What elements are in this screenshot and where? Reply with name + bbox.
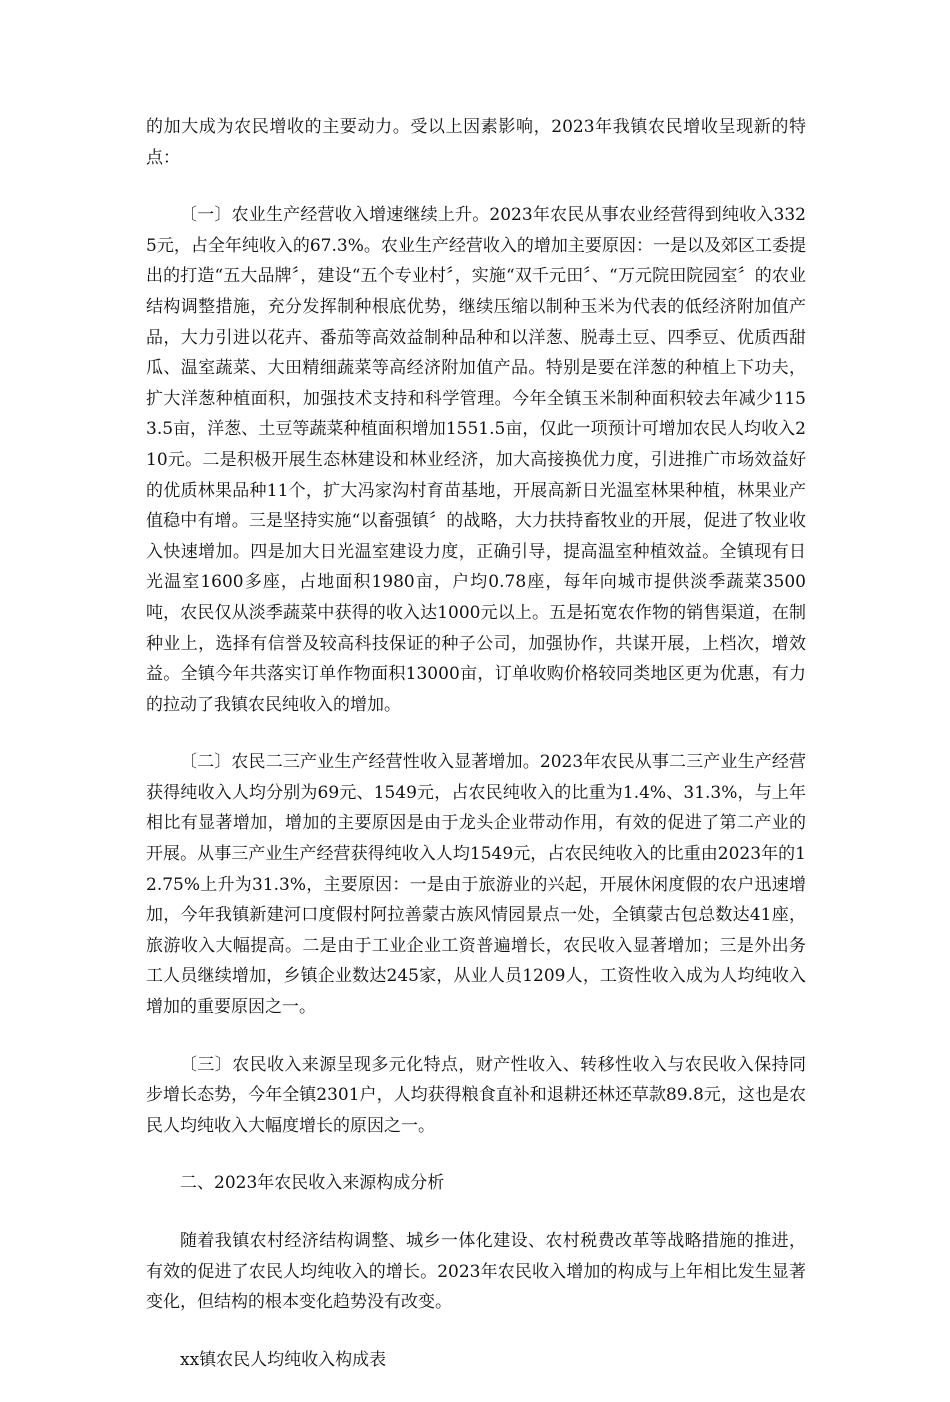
section-heading: 二、2023年农民收入来源构成分析 — [180, 1173, 445, 1194]
table-caption: xx镇农民人均纯收入构成表 — [180, 1349, 387, 1370]
paragraph-analysis: 随着我镇农村经济结构调整、城乡一体化建设、农村税费改革等战略措施的推进，有效的促进了农民人均纯收入的增长。2023年农民收入增加的构成与上年相比发生显著变化，但结构的根本变化趋势没有改变。 — [146, 1231, 806, 1313]
paragraph-section-1: 〔一〕农业生产经营收入增速继续上升。2023年农民从事农业经营得到纯收入3325元，占全年纯收入的67.3%。农业生产经营收入的增加主要原因：一是以及郊区工委提出的打造“五大品牌〞，建设“五个专业村〞，实施“双千元田〞、“万元院田院园室〞的农业结构调整措施，充分发挥制种根底优势，继续压缩以制种玉米为代表的低经济附加值产品，大力引进以花卉、番茄等高效益制种品种和以洋葱、脱毒土豆、四季豆、优质西甜瓜、温室蔬菜、大田精细蔬菜等高经济附加值产品。特别是要在洋葱的种植上下功夫，扩大洋葱种植面积，加强技术支持和科学管理。今年全镇玉米制种面积较去年减少1153.5亩，洋葱、土豆等蔬菜种植面积增加1551.5亩，仅此一项预计可增加农民人均收入210元。二是积极开展生态林建设和林业经济，加大高接换优力度，引进推广市场效益好的优质林果品种11个，扩大冯家沟村育苗基地，开展高新日光温室林果种植，林果业产值稳中有增。三是坚持实施“以畜强镇〞的战略，大力扶持畜牧业的开展，促进了牧业收入快速增加。四是加大日光温室建设力度，正确引导，提高温室种植效益。全镇现有日光温室1600多座，占地面积1980亩，户均0.78座，每年向城市提供淡季蔬菜3500吨，农民仅从淡季蔬菜中获得的收入达1000元以上。五是拓宽农作物的销售渠道，在制种业上，选择有信誉及较高科技保证的种子公司，加强协作，共谋开展，上档次，增效益。全镇今年共落实订单作物面积13000亩，订单收购价格较同类地区更为优惠，有力的拉动了我镇农民纯收入的增加。 — [146, 205, 806, 715]
paragraph-intro: 的加大成为农民增收的主要动力。受以上因素影响，2023年我镇农民增收呈现新的特点： — [146, 117, 806, 168]
paragraph-section-2: 〔二〕农民二三产业生产经营性收入显著增加。2023年农民从事二三产业生产经营获得纯收入人均分别为69元、1549元，占农民纯收入的比重为1.4%、31.3%，与上年相比有显著增加，增加的主要原因是由于龙头企业带动作用，有效的促进了第二产业的开展。从事三产业生产经营获得纯收入人均1549元，占农民纯收入的比重由2023年的12.75%上升为31.3%，主要原因：一是由于旅游业的兴起，开展休闲度假的农户迅速增加，今年我镇新建河口度假村阿拉善蒙古族风情园景点一处，全镇蒙古包总数达41座，旅游收入大幅提高。二是由于工业企业工资普遍增长，农民收入显著增加；三是外出务工人员继续增加，乡镇企业数达245家，从业人员1209人，工资性收入成为人均纯收入增加的重要原因之一。 — [146, 752, 806, 1018]
paragraph-section-3: 〔三〕农民收入来源呈现多元化特点，财产性收入、转移性收入与农民收入保持同步增长态势，今年全镇2301户，人均获得粮食直补和退耕还林还草款89.8元，这也是农民人均纯收入大幅度增长的原因之一。 — [146, 1054, 806, 1136]
document-body — [146, 112, 806, 1402]
